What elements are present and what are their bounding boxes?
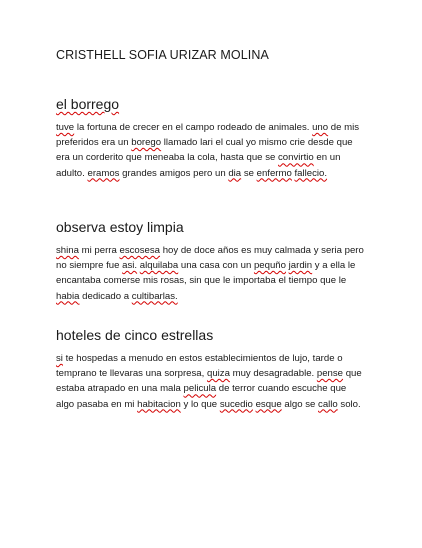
section-body: tuve la fortuna de crecer en el campo rodeado de animales. uno de mis preferidos era un borego llamado lari el cual yo mismo crie desde que era un corderito que meneaba la cola, hasta que se convirtio en un adulto. eramos grandes amigos pero un dia se enfermo fallecio. <box>56 122 360 179</box>
misspelled-word: eramos <box>87 167 120 179</box>
misspelled-word: pequño <box>253 260 286 272</box>
misspelled-word: callo <box>318 398 338 410</box>
section-el-borrego <box>56 96 366 181</box>
misspelled-word: dia <box>228 167 242 179</box>
author-name: CRISTHELL SOFIA URIZAR MOLINA <box>56 48 269 62</box>
misspelled-word: shina <box>56 245 79 256</box>
section-title <box>56 219 366 235</box>
misspelled-word: escosesa <box>119 245 161 256</box>
section-title-text: observa estoy limpia <box>56 219 184 235</box>
misspelled-word: esque <box>255 398 282 410</box>
misspelled-word: alquilaba <box>139 260 179 272</box>
misspelled-word: pense <box>316 368 344 380</box>
section-observa-estoy-limpia <box>56 219 366 304</box>
misspelled-word: tuve <box>56 122 75 133</box>
misspelled-word: si <box>56 353 63 364</box>
misspelled-word: habia <box>56 290 80 302</box>
section-hoteles-de-cinco-estrellas <box>56 327 366 412</box>
section-title-text: hoteles de cinco estrellas <box>56 327 214 343</box>
misspelled-word: fallecio. <box>294 167 328 179</box>
misspelled-word: cultibarlas. <box>131 290 178 302</box>
section-title <box>56 327 366 343</box>
misspelled-word: habitacion <box>137 398 181 410</box>
misspelled-word: sucedio <box>219 398 253 410</box>
misspelled-word: pelicula <box>183 383 217 395</box>
misspelled-word: asi. <box>122 260 138 272</box>
misspelled-word: quiza <box>206 368 230 380</box>
section-body: shina mi perra escosesa hoy de doce años es muy calmada y seria pero no siempre fue asi. alquilaba una casa con un pequño jardin y a ella le encantaba comerse mis rosas, sin que le importaba el tiempo que le habia dedicado a cultibarlas. <box>56 245 364 302</box>
misspelled-word: uno <box>312 122 329 133</box>
section-title-text: el borrego <box>56 96 120 112</box>
section-body: si te hospedas a menudo en estos establecimientos de lujo, tarde o temprano te llevaras una sorpresa, quiza muy desagradable. pense que estaba atrapado en una mala pelicula de terror cuando escuche que algo pasaba en mi habitacion y lo que sucedio esque algo se callo solo. <box>56 353 362 410</box>
misspelled-word: enfermo <box>256 167 292 179</box>
misspelled-word: borego <box>131 137 162 149</box>
misspelled-word: jardin <box>288 260 313 272</box>
misspelled-word: convirtio <box>278 152 314 164</box>
section-title <box>56 96 366 112</box>
